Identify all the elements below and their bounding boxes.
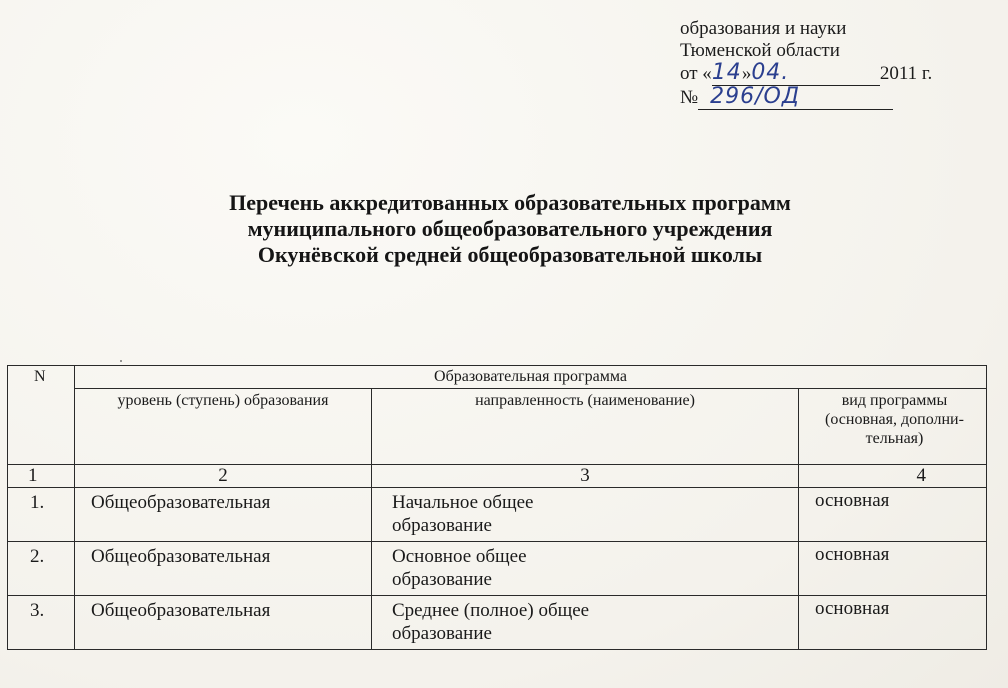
date-prefix: от « <box>680 63 712 84</box>
row-level: Общеобразовательная <box>75 488 372 542</box>
row-kind: основная <box>799 488 987 542</box>
approval-header <box>680 18 980 110</box>
table-header-row-1 <box>8 366 987 389</box>
row-number: 1. <box>8 488 75 542</box>
row-number: 3. <box>8 596 75 650</box>
table-row <box>8 596 987 650</box>
table-header-row-2 <box>8 389 987 465</box>
table-row <box>8 542 987 596</box>
column-number: 1 <box>8 465 75 488</box>
row-direction: Среднее (полное) общее образование <box>372 596 799 650</box>
row-level: Общеобразовательная <box>75 596 372 650</box>
row-direction: Начальное общее образование <box>372 488 799 542</box>
date-month: 04. <box>751 60 790 85</box>
header-line-1: образования и науки <box>680 18 847 39</box>
row-kind: основная <box>799 596 987 650</box>
title-line-1: Перечень аккредитованных образовательных программ <box>229 190 791 215</box>
column-number: 3 <box>372 465 799 488</box>
document-title <box>100 190 920 268</box>
row-number: 2. <box>8 542 75 596</box>
header-level: уровень (ступень) образования <box>75 389 372 465</box>
programs-table <box>7 365 987 650</box>
column-number: 4 <box>799 465 987 488</box>
title-line-3: Окунёвской средней общеобразовательной школы <box>257 242 763 267</box>
header-direction: направленность (наименование) <box>372 389 799 465</box>
header-program: Образовательная программа <box>75 366 987 389</box>
number-value: 296/ОД <box>710 84 801 109</box>
column-numbers-row <box>8 465 987 488</box>
header-kind: вид программы (основная, дополни-тельная) <box>799 389 987 465</box>
number-line <box>680 86 980 110</box>
title-line-2: муниципального общеобразовательного учреждения <box>247 216 773 241</box>
table-row <box>8 488 987 542</box>
date-suffix: 2011 г. <box>879 63 933 84</box>
column-number: 2 <box>75 465 372 488</box>
row-level: Общеобразовательная <box>75 542 372 596</box>
header-n: N <box>8 366 75 465</box>
scan-speck <box>120 360 122 362</box>
number-field <box>698 86 893 110</box>
row-direction: Основное общее образование <box>372 542 799 596</box>
number-prefix: № <box>680 87 699 108</box>
programs-table-wrap <box>7 365 986 650</box>
date-mid: » <box>741 63 752 84</box>
date-line <box>680 62 980 86</box>
header-line-2: Тюменской области <box>680 40 840 61</box>
date-day: 14 <box>711 60 742 85</box>
row-kind: основная <box>799 542 987 596</box>
date-field <box>712 62 880 86</box>
